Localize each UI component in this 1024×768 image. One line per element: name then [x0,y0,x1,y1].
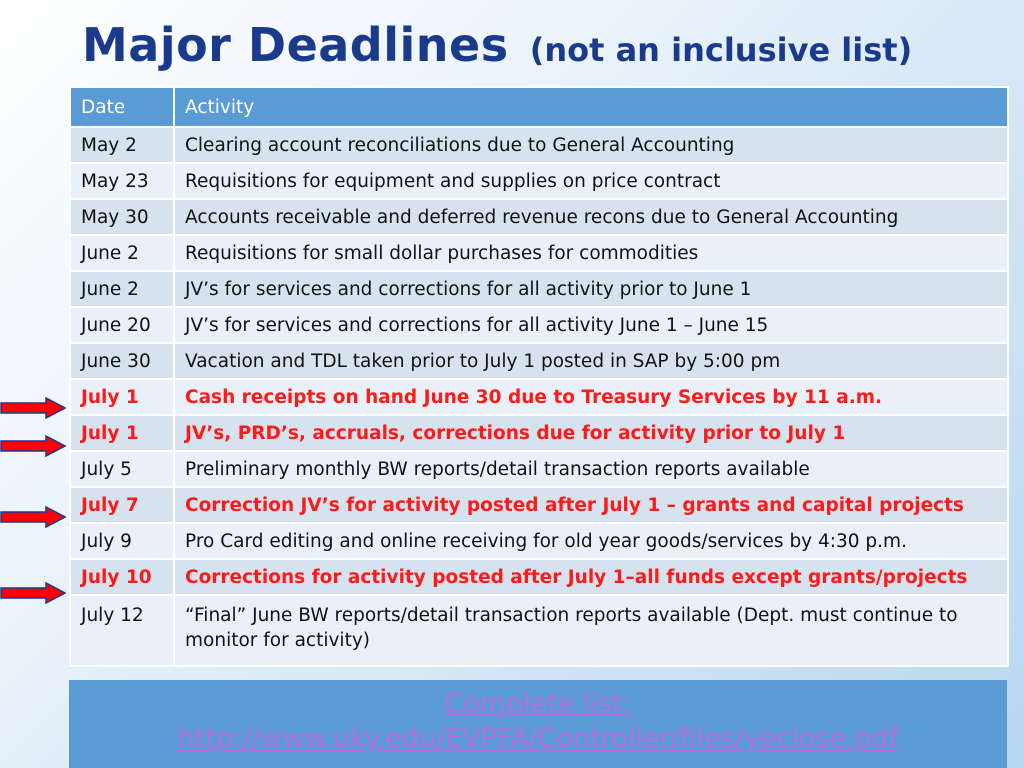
table-row [70,127,1008,163]
header-date: Date [70,87,174,127]
row-date: July 1 [70,415,174,451]
table-row [70,523,1008,559]
title-subtitle: (not an inclusive list) [529,31,913,69]
table-row [70,271,1008,307]
row-activity: Accounts receivable and deferred revenue recons due to General Accounting [174,199,1008,235]
table-row [70,235,1008,271]
table-header-row [70,87,1008,127]
row-date: May 23 [70,163,174,199]
table-row-highlighted [70,559,1008,595]
row-activity: Vacation and TDL taken prior to July 1 posted in SAP by 5:00 pm [174,343,1008,379]
row-activity: Requisitions for equipment and supplies on price contract [174,163,1008,199]
row-date: July 12 [70,595,174,666]
table-row [70,307,1008,343]
row-date: June 30 [70,343,174,379]
row-activity: Preliminary monthly BW reports/detail transaction reports available [174,451,1008,487]
title-main: Major Deadlines [82,18,509,72]
slide-title [82,18,912,72]
table-row [70,451,1008,487]
table-row [70,595,1008,666]
row-activity: Pro Card editing and online receiving for old year goods/services by 4:30 p.m. [174,523,1008,559]
row-date: July 9 [70,523,174,559]
row-activity: “Final” June BW reports/detail transaction reports available (Dept. must continue to monitor for activity) [174,595,1008,666]
table-row-highlighted [70,415,1008,451]
row-date: July 7 [70,487,174,523]
row-activity: Clearing account reconciliations due to General Accounting [174,127,1008,163]
row-activity: JV’s, PRD’s, accruals, corrections due for activity prior to July 1 [174,415,1008,451]
row-date: May 2 [70,127,174,163]
row-activity: Corrections for activity posted after July 1–all funds except grants/projects [174,559,1008,595]
row-date: July 10 [70,559,174,595]
row-date: June 2 [70,235,174,271]
table-row-highlighted [70,379,1008,415]
row-activity: Cash receipts on hand June 30 due to Treasury Services by 11 a.m. [174,379,1008,415]
arrow-icon [0,397,66,419]
deadlines-table [69,86,1009,667]
row-date: July 1 [70,379,174,415]
row-date: June 2 [70,271,174,307]
complete-list-link[interactable]: http://www.uky.edu/EVPFA/Controller/files/yeclose.pdf [177,723,899,754]
row-date: July 5 [70,451,174,487]
row-date: May 30 [70,199,174,235]
table-row [70,343,1008,379]
table-row-highlighted [70,487,1008,523]
arrow-icon [0,435,66,457]
row-activity: Correction JV’s for activity posted after July 1 – grants and capital projects [174,487,1008,523]
arrow-icon [0,506,66,528]
complete-list-label: Complete list: [444,688,632,719]
table-row [70,199,1008,235]
row-activity: JV’s for services and corrections for all activity prior to June 1 [174,271,1008,307]
row-activity: Requisitions for small dollar purchases for commodities [174,235,1008,271]
row-activity: JV’s for services and corrections for all activity June 1 – June 15 [174,307,1008,343]
row-date: June 20 [70,307,174,343]
complete-list-footer [69,680,1007,768]
arrow-icon [0,582,66,604]
header-activity: Activity [174,87,1008,127]
table-row [70,163,1008,199]
